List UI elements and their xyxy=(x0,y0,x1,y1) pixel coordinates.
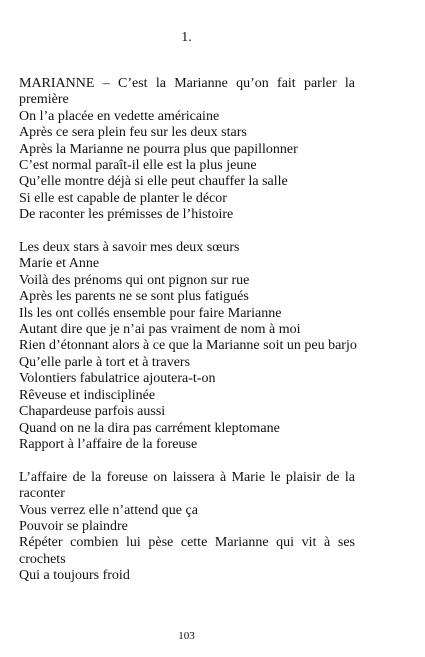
poem-text xyxy=(19,76,355,601)
poem-line: Qu’elle parle à tort et à travers xyxy=(19,354,191,370)
poem-line: C’est normal paraît-il elle est la plus jeune xyxy=(19,158,257,174)
poem-line: Rien d’étonnant alors à ce que la Marianne soit un peu barjo xyxy=(19,338,357,354)
poem-line: Volontiers fabulatrice ajoutera-t-on xyxy=(19,371,216,387)
poem-line: Les deux stars à savoir mes deux sœurs xyxy=(19,240,240,256)
poem-line: Autant dire que je n’ai pas vraiment de nom à moi xyxy=(19,322,301,338)
poem-line: Qui a toujours froid xyxy=(19,568,130,584)
poem-line: De raconter les prémisses de l’histoire xyxy=(19,207,234,223)
poem-line: Marie et Anne xyxy=(19,256,100,272)
poem-line: Rêveuse et indisciplinée xyxy=(19,387,156,403)
poem-line: Qu’elle montre déjà si elle peut chauffer la salle xyxy=(19,174,288,190)
poem-line: Voilà des prénoms qui ont pignon sur rue xyxy=(19,272,250,288)
page-number: 103 xyxy=(178,630,195,642)
poem-line: On l’a placée en vedette américaine xyxy=(19,108,220,124)
poem-line: Si elle est capable de planter le décor xyxy=(19,190,227,206)
poem-line: Après ce sera plein feu sur les deux stars xyxy=(19,125,247,141)
poem-line: Répéter combien lui pèse cette Marianne qui vit à ses crochets xyxy=(19,535,355,567)
poem-line: Vous verrez elle n’attend que ça xyxy=(19,502,198,518)
poem-line: Ils les ont collés ensemble pour faire Marianne xyxy=(19,305,282,321)
poem-line: Après les parents ne se sont plus fatigués xyxy=(19,289,249,305)
poem-line: MARIANNE – C’est la Marianne qu’on fait parler la première xyxy=(19,76,355,108)
poem-line: Rapport à l’affaire de la foreuse xyxy=(19,436,198,452)
poem-line: Chapardeuse parfois aussi xyxy=(19,404,166,420)
stanza-1 xyxy=(19,76,355,224)
poem-line: Quand on ne la dira pas carrément kleptomane xyxy=(19,420,280,436)
poem-line: Après la Marianne ne pourra plus que papillonner xyxy=(19,141,298,157)
stanza-2 xyxy=(19,240,355,453)
chapter-number: 1. xyxy=(181,30,192,45)
poem-line: L’affaire de la foreuse on laissera à Marie le plaisir de la raconter xyxy=(19,469,355,502)
stanza-3 xyxy=(19,470,355,585)
poem-line: Pouvoir se plaindre xyxy=(19,518,128,534)
